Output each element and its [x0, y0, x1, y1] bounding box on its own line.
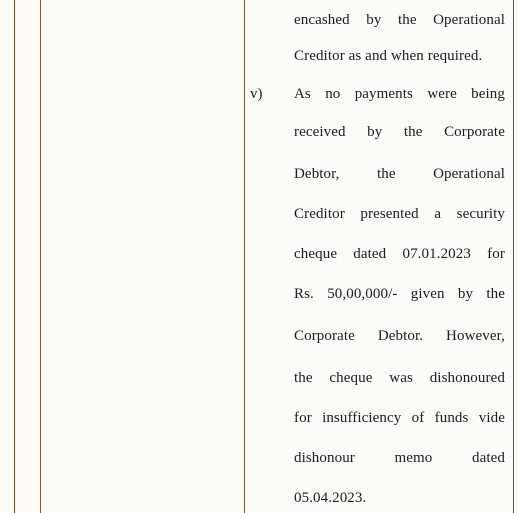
word: a: [434, 206, 442, 222]
word: Operational: [433, 12, 505, 28]
continuation-line-1: [294, 10, 505, 30]
paragraph-line-3: [294, 164, 505, 184]
word: cheque: [329, 370, 373, 386]
table-cell-content: [244, 0, 513, 513]
word: payments: [354, 86, 413, 102]
word: the: [376, 166, 396, 182]
paragraph-line-6: [294, 284, 505, 304]
word: 50,00,000/-: [327, 286, 398, 302]
paragraph-line-8: [294, 368, 505, 388]
paragraph-line-4: [294, 204, 505, 224]
list-marker: v): [250, 86, 263, 102]
word: by: [457, 286, 474, 302]
word: 07.01.2023: [402, 246, 471, 262]
word: security: [456, 206, 505, 222]
word: Operational: [433, 166, 505, 182]
word: the: [397, 12, 417, 28]
word: However,: [446, 328, 505, 344]
word: for: [487, 246, 505, 262]
table-border-right: [513, 0, 514, 513]
word: memo: [394, 450, 433, 466]
word: Debtor,: [294, 166, 340, 182]
word: Rs.: [294, 286, 314, 302]
word: given: [410, 286, 445, 302]
word: dated: [472, 450, 505, 466]
word: encashed: [294, 12, 350, 28]
word: dishonoured: [429, 370, 505, 386]
paragraph-line-7: [294, 326, 505, 346]
continuation-line-2: Creditor as and when required.: [294, 48, 483, 64]
word: funds: [434, 410, 469, 426]
paragraph-line-9: [294, 408, 505, 428]
word: was: [389, 370, 413, 386]
word: by: [367, 124, 383, 140]
paragraph-line-5: [294, 244, 505, 264]
word: the: [403, 124, 423, 140]
word: the: [486, 286, 505, 302]
paragraph-line-1: [294, 84, 505, 104]
word: of: [411, 410, 425, 426]
table-border-left: [14, 0, 15, 513]
word: were: [427, 86, 457, 102]
word: Debtor.: [377, 328, 424, 344]
word: dishonour: [294, 450, 355, 466]
word: presented: [360, 206, 419, 222]
word: being: [471, 86, 505, 102]
word: Corporate: [294, 328, 355, 344]
word: As: [294, 86, 311, 102]
word: no: [325, 86, 341, 102]
word: the: [294, 370, 313, 386]
word: dated: [353, 246, 387, 262]
paragraph-line-10: [294, 448, 505, 468]
word: Corporate: [444, 124, 505, 140]
word: insufficiency: [322, 410, 402, 426]
word: received: [294, 124, 346, 140]
word: cheque: [294, 246, 338, 262]
table-column-divider-1: [40, 0, 41, 513]
word: Creditor: [294, 206, 345, 222]
word: vide: [478, 410, 505, 426]
paragraph-line-11: 05.04.2023.: [294, 490, 367, 506]
word: for: [294, 410, 312, 426]
word: by: [366, 12, 382, 28]
paragraph-line-2: [294, 122, 505, 142]
